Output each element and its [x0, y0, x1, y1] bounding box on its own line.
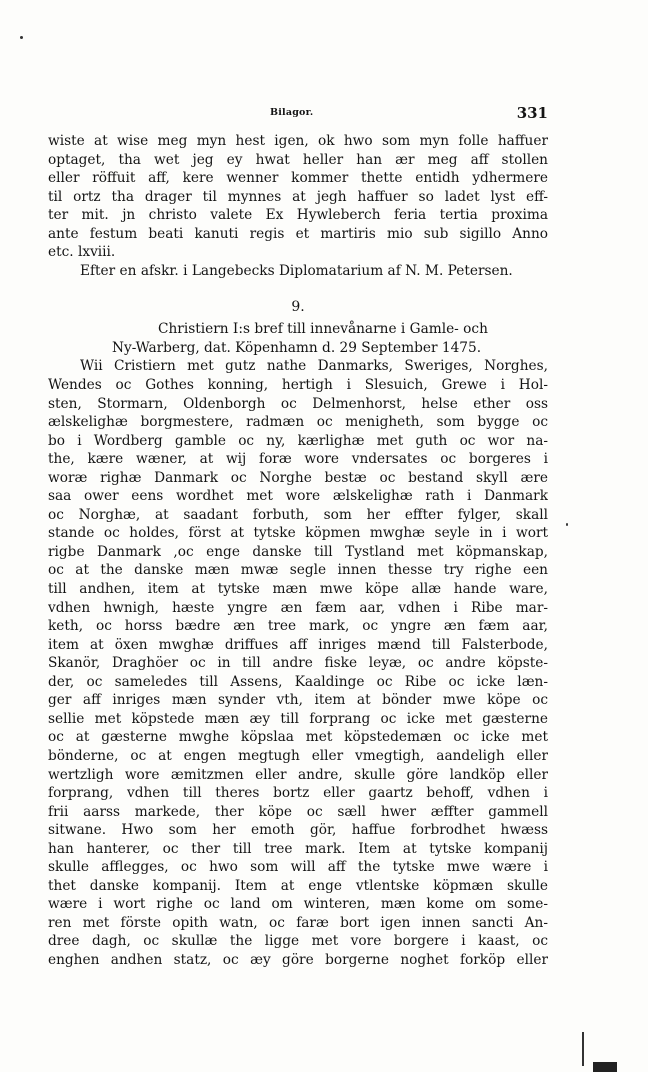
body-text — [48, 132, 548, 970]
text-line: Wii Cristiern met gutz nathe Danmarks, Sweriges, Norghes, — [80, 358, 548, 375]
text-line: oc at the danske mæn mwæ segle innen thesse try righe een — [48, 562, 548, 579]
text-line: forprang, vdhen till theres bortz eller gaartz behoff, vdhen i — [48, 785, 548, 802]
text-line: oc at gæsterne mwghe köpslaa met köpstedemæn oc icke met — [48, 729, 548, 746]
text-line: frii aarss markede, ther köpe oc sæll hwer æffter gammell — [48, 803, 548, 820]
text-line: ger aff inriges mæn synder vth, item at bönder mwe köpe oc — [48, 692, 548, 709]
running-head: Bilagor. — [270, 107, 314, 118]
text-line: stande oc holdes, först at tytske köpmen mwghæ seyle in i wort — [48, 525, 548, 542]
text-line: sellie met köpstede mæn æy till forprang oc icke met gæsterne — [48, 710, 548, 727]
text-line: wiste at wise meg myn hest igen, ok hwo som myn folle haffuer — [48, 133, 548, 149]
text-line: Wendes oc Gothes konning, hertigh i Slesuich, Grewe i Hol- — [48, 377, 548, 394]
document-heading — [48, 298, 548, 357]
text-line: sten, Stormarn, Oldenborgh oc Delmenhorst, helse ether oss — [48, 395, 548, 412]
document-number: 9. — [291, 299, 305, 316]
text-line: thet danske kompanij. Item at enge vtlentske köpmæn skulle — [48, 877, 548, 894]
text-line: keth, oc horss bædre æn tree mark, oc yngre æn fæm aar, — [48, 618, 548, 635]
text-line: etc. lxviii. — [48, 244, 116, 261]
text-line: item at öxen mwghæ driffues aff inriges mænd till Falsterbode, — [48, 636, 548, 653]
text-line: woræ righæ Danmark oc Norghe bestæ oc bestand skyll ære — [48, 469, 548, 486]
text-line: skulle afflegges, oc hwo som will aff the tytske mwe wære i — [48, 859, 548, 876]
text-line: vdhen hwnigh, hæste yngre æn fæm aar, vdhen i Ribe mar- — [48, 599, 548, 616]
text-line: bönderne, oc at engen megtugh eller vmegtigh, aandeligh eller — [48, 747, 548, 764]
document-title-line: Ny-Warberg, dat. Köpenhamn d. 29 September 1475. — [112, 339, 482, 356]
text-line: rigbe Danmark ,oc enge danske till Tystland met köpmanskap, — [48, 543, 548, 560]
text-line: enghen andhen statz, oc æy göre borgerne noghet forköp eller — [48, 951, 548, 968]
scan-edge-mark — [593, 1062, 617, 1072]
scan-speck — [20, 36, 23, 39]
text-line: wære i wort righe oc land om winteren, mæn kome om some- — [48, 896, 548, 913]
text-line: Skanör, Draghöer oc in till andre fiske leyæ, oc andre köpste- — [48, 655, 548, 672]
text-line: ælskelighæ borgmestere, radmæn oc menigheth, som bygge oc — [48, 414, 548, 431]
document-text — [48, 357, 548, 969]
previous-document-ending — [48, 132, 548, 280]
text-line: optaget, tha wet jeg ey hwat heller han ær meg aff stollen — [48, 151, 548, 168]
text-line: der, oc sameledes till Assens, Kaaldinge oc Ribe oc icke læn- — [48, 673, 548, 690]
document-title-line: Christiern I:s bref till innevånarne i Gamle- och — [158, 321, 488, 338]
text-line: ren met förste opith watn, oc faræ bort igen innen sancti An- — [48, 914, 548, 931]
text-line: eller röffuit aff, kere wenner kommer thette entidh ydhermere — [48, 170, 548, 187]
page-header — [48, 104, 548, 124]
scan-edge-mark — [582, 1032, 584, 1066]
text-line: wertzligh wore æmitzmen eller andre, skulle göre landköp eller — [48, 766, 548, 783]
text-line: han hanterer, oc ther till tree mark. Item at tytske kompanij — [48, 840, 548, 857]
source-note: Efter en afskr. i Langebecks Diplomatarium af N. M. Petersen. — [80, 262, 513, 279]
text-line: sitwane. Hwo som her emoth gör, haffue forbrodhet hwæss — [48, 822, 548, 839]
text-line: dree dagh, oc skullæ the ligge met vore borgere i kaast, oc — [48, 933, 548, 950]
text-line: ante festum beati kanuti regis et martiris mio sub sigillo Anno — [48, 225, 548, 242]
text-line: the, kære wæner, at wij foræ wore vndersates oc borgeres i — [48, 451, 548, 468]
text-line: til ortz tha drager til mynnes at jegh haffuer so ladet lyst eff- — [48, 188, 548, 205]
text-line: saa ower eens wordhet met wore ælskelighæ rath i Danmark — [48, 488, 548, 505]
text-line: till andhen, item at tytske mæn mwe köpe allæ hande ware, — [48, 581, 548, 598]
text-line: bo i Wordberg gamble oc ny, kærlighæ met guth oc wor na- — [48, 432, 548, 449]
scan-speck — [566, 523, 568, 526]
text-line: oc Norghæ, at saadant forbuth, som her effter fylger, skall — [48, 506, 548, 523]
page-number: 331 — [516, 104, 548, 122]
text-line: ter mit. jn christo valete Ex Hywleberch feria tertia proxima — [48, 207, 548, 224]
